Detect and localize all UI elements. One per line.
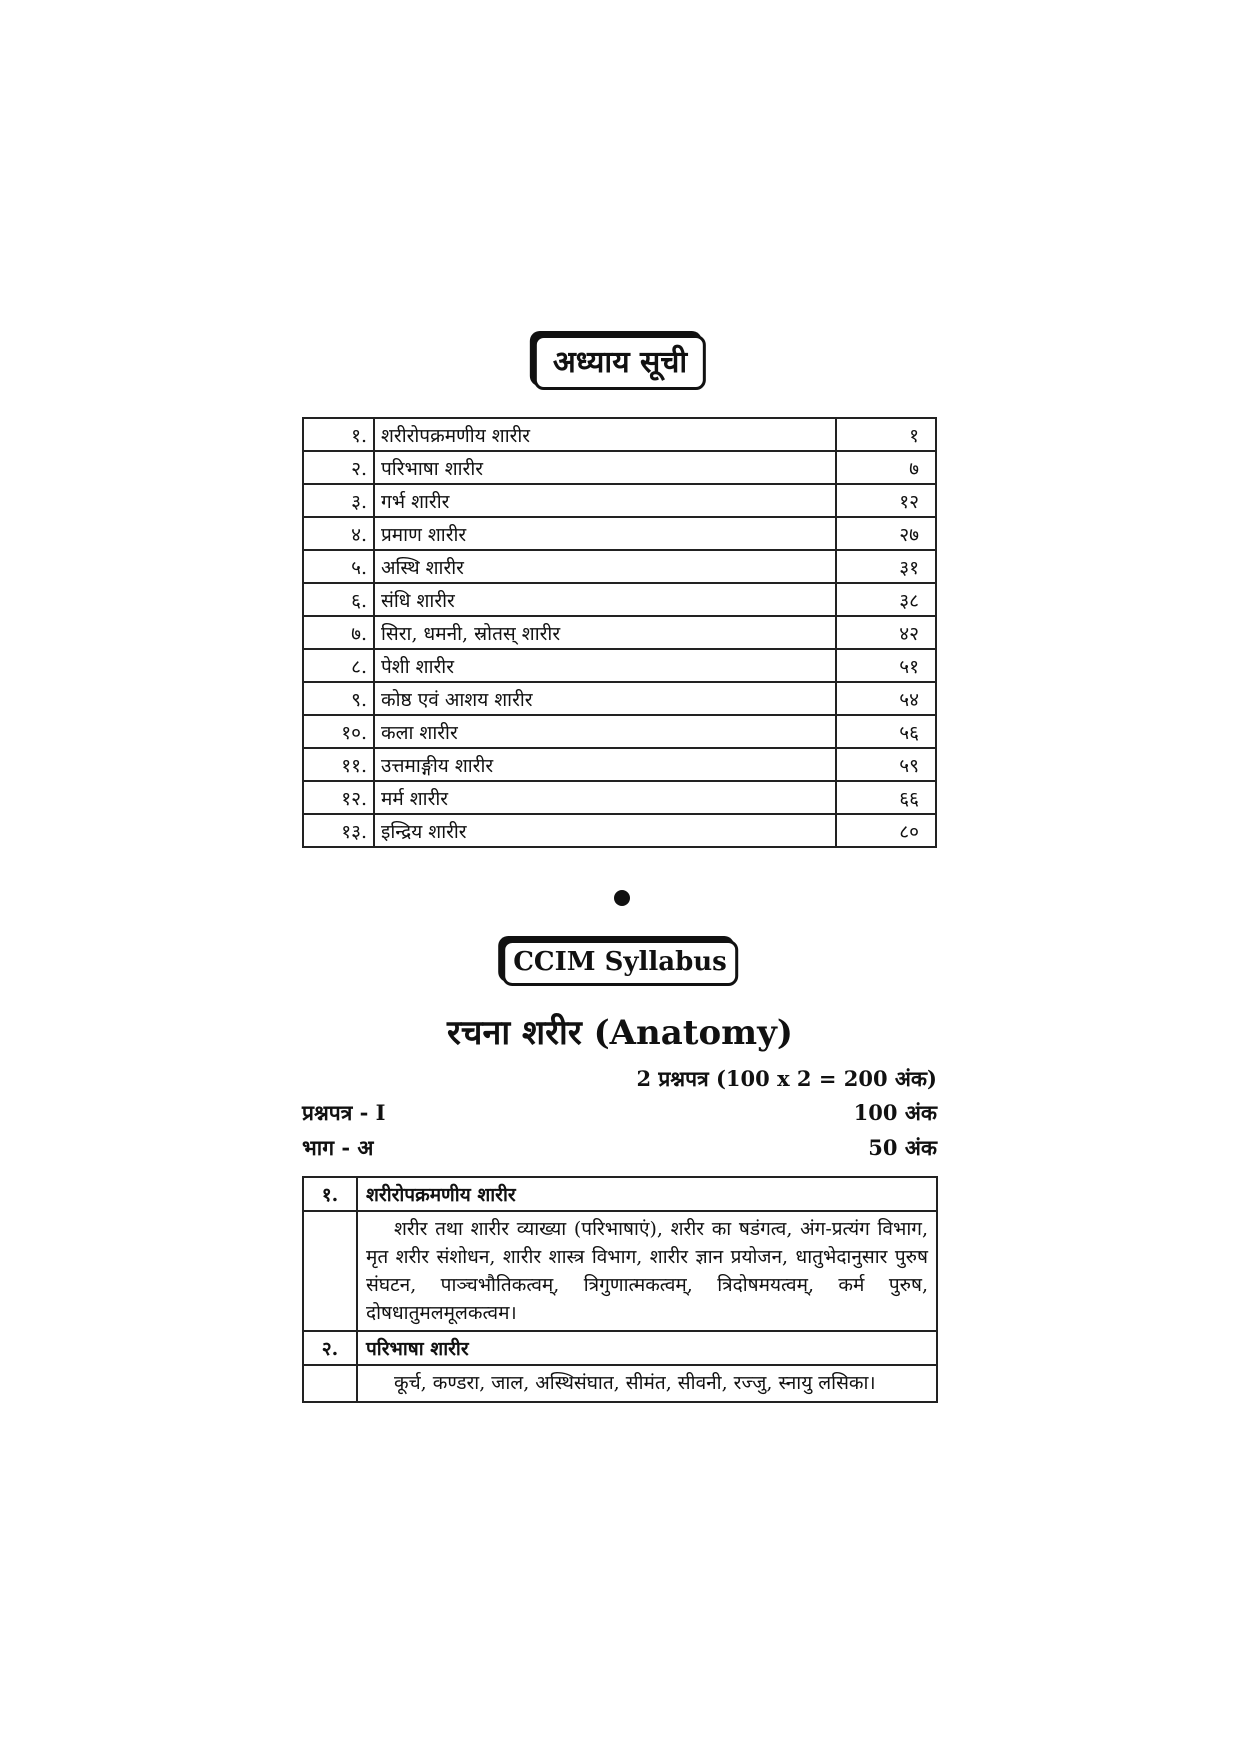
toc-chapter-number: २. [303,451,374,484]
toc-page-number: ५४ [836,682,936,715]
toc-chapter-title: प्रमाण शारीर [374,517,836,550]
paper-line [302,1098,937,1128]
toc-row [303,748,936,781]
toc-table [302,417,937,848]
bullet-separator [614,890,630,906]
toc-chapter-number: ४. [303,517,374,550]
toc-page-number: २७ [836,517,936,550]
toc-chapter-title: उत्तमाङ्गीय शारीर [374,748,836,781]
toc-chapter-number: १०. [303,715,374,748]
toc-row [303,451,936,484]
syllabus-empty-cell [303,1211,357,1331]
toc-chapter-number: ११. [303,748,374,781]
toc-chapter-number: ९. [303,682,374,715]
toc-page-number: १ [836,418,936,451]
toc-chapter-number: ८. [303,649,374,682]
toc-chapter-number: १२. [303,781,374,814]
toc-chapter-title: कोष्ठ एवं आशय शारीर [374,682,836,715]
toc-row [303,781,936,814]
syllabus-section-text: कूर्च, कण्डरा, जाल, अस्थिसंघात, सीमंत, सीवनी, रज्जु, स्नायु लसिका। [357,1365,937,1401]
toc-page-number: ५६ [836,715,936,748]
toc-page-number: ७ [836,451,936,484]
toc-row [303,682,936,715]
syllabus-empty-cell [303,1365,357,1401]
syllabus-section-text: शरीर तथा शारीर व्याख्या (परिभाषाएं), शरीर का षडंगत्व, अंग-प्रत्यंग विभाग, मृत शरीर संशोधन, शारीर शास्त्र विभाग, शारीर ज्ञान प्रयोजन, धातुभेदानुसार पुरुष संघटन, पाञ्चभौतिकत्वम्, त्रिगुणात्मकत्वम्, त्रिदोषमयत्वम्, कर्म पुरुष, दोषधातुमलमूलकत्वम। [357,1211,937,1331]
part-label: भाग - अ [302,1135,374,1160]
toc-chapter-title: कला शारीर [374,715,836,748]
syllabus-section-heading: परिभाषा शारीर [357,1331,937,1365]
toc-chapter-number: १. [303,418,374,451]
toc-heading: अध्याय सूची [534,335,706,390]
toc-page-number: ३१ [836,550,936,583]
toc-page-number: ५९ [836,748,936,781]
toc-chapter-title: परिभाषा शारीर [374,451,836,484]
syllabus-table [302,1176,938,1403]
toc-page-number: १२ [836,484,936,517]
toc-chapter-title: इन्द्रिय शारीर [374,814,836,847]
toc-row [303,550,936,583]
toc-page-number: ४२ [836,616,936,649]
toc-chapter-title: संधि शारीर [374,583,836,616]
toc-row [303,418,936,451]
toc-chapter-title: पेशी शारीर [374,649,836,682]
papers-info-line [302,1064,937,1094]
toc-chapter-number: ५. [303,550,374,583]
syllabus-section-number: २. [303,1331,357,1365]
toc-row [303,517,936,550]
syllabus-section-heading: शरीरोपक्रमणीय शारीर [357,1177,937,1211]
toc-page-number: ६६ [836,781,936,814]
syllabus-section-number: १. [303,1177,357,1211]
papers-info: 2 प्रश्नपत्र (100 x 2 = 200 अंक) [636,1066,937,1091]
toc-chapter-number: ७. [303,616,374,649]
syllabus-section-content [303,1365,937,1401]
syllabus-section-header [303,1177,937,1211]
syllabus-section-header [303,1331,937,1365]
toc-row [303,649,936,682]
toc-chapter-title: गर्भ शारीर [374,484,836,517]
subject-title: रचना शरीर (Anatomy) [446,1013,793,1053]
syllabus-section-content [303,1211,937,1331]
toc-chapter-number: ६. [303,583,374,616]
toc-row [303,814,936,847]
toc-chapter-number: १३. [303,814,374,847]
paper-marks: 100 अंक [853,1100,937,1125]
toc-row [303,715,936,748]
toc-page-number: ८० [836,814,936,847]
paper-label: प्रश्नपत्र - I [302,1100,386,1125]
part-line [302,1133,937,1163]
toc-chapter-title: मर्म शारीर [374,781,836,814]
toc-chapter-title: शरीरोपक्रमणीय शारीर [374,418,836,451]
toc-chapter-title: सिरा, धमनी, स्रोतस् शारीर [374,616,836,649]
toc-row [303,583,936,616]
toc-chapter-number: ३. [303,484,374,517]
toc-page-number: ३८ [836,583,936,616]
part-marks: 50 अंक [868,1135,937,1160]
toc-row [303,484,936,517]
toc-row [303,616,936,649]
toc-chapter-title: अस्थि शारीर [374,550,836,583]
toc-page-number: ५१ [836,649,936,682]
syllabus-heading: CCIM Syllabus [502,940,738,986]
